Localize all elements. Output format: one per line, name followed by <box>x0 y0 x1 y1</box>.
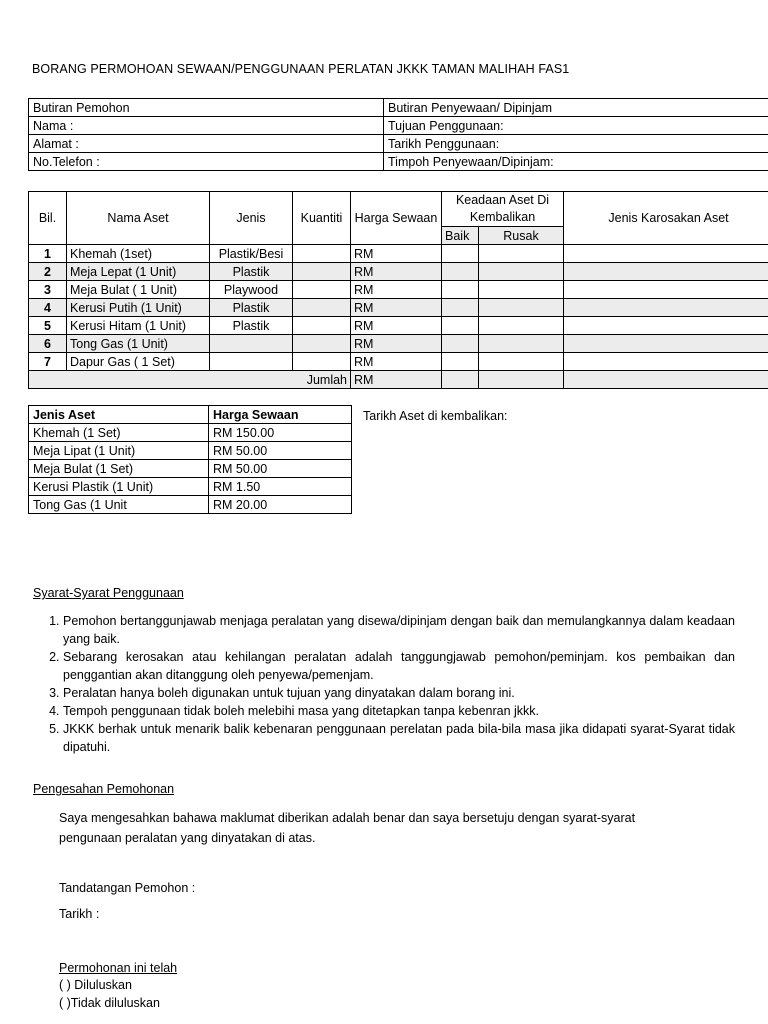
applicant-header-cell: Butiran Pemohon <box>29 99 384 117</box>
list-item: 2. Sebarang kerosakan atau kehilangan peralatan adalah tanggungjawab pemohon/peminjam. kos pembaikan dan penggantian akan ditanggung oleh penyewa/pemenjam. <box>63 648 735 684</box>
row-price-cell[interactable]: RM <box>351 263 442 281</box>
table-header-row <box>29 192 768 227</box>
row-asset-type: Plastik/Besi <box>210 245 293 263</box>
price-list-table <box>28 405 352 514</box>
rental-header-cell: Butiran Penyewaan/ Dipinjam <box>384 99 768 117</box>
confirmation-heading: Pengesahan Pemohonan <box>33 782 175 796</box>
row-damage-type-cell[interactable] <box>564 263 768 281</box>
row-damaged-cell[interactable] <box>479 353 564 371</box>
table-header-row <box>29 406 352 424</box>
row-no: 4 <box>29 299 67 317</box>
price-col-header-asset: Jenis Aset <box>29 406 209 424</box>
row-price-cell[interactable]: RM <box>351 299 442 317</box>
table-row <box>29 299 768 317</box>
table-row <box>29 335 768 353</box>
row-damaged-cell[interactable] <box>479 281 564 299</box>
list-item: 1. Pemohon bertanggunjawab menjaga peralatan yang disewa/dipinjam dengan baik dan memulangkannya dalam keadaan yang baik. <box>63 612 735 648</box>
col-header-damaged: Rusak <box>479 227 564 245</box>
row-good-cell[interactable] <box>442 335 479 353</box>
row-good-cell[interactable] <box>442 263 479 281</box>
total-good-cell <box>442 371 479 389</box>
row-no: 5 <box>29 317 67 335</box>
terms-heading: Syarat-Syarat Penggunaan <box>33 586 184 600</box>
price-value: RM 50.00 <box>209 442 352 460</box>
row-no: 3 <box>29 281 67 299</box>
row-damage-type-cell[interactable] <box>564 245 768 263</box>
applicant-details-table <box>28 98 768 171</box>
table-row <box>29 442 352 460</box>
row-damage-type-cell[interactable] <box>564 317 768 335</box>
row-no: 2 <box>29 263 67 281</box>
row-asset-type: Plastik <box>210 317 293 335</box>
row-qty-cell[interactable] <box>293 245 351 263</box>
row-damaged-cell[interactable] <box>479 335 564 353</box>
row-no: 6 <box>29 335 67 353</box>
list-item: 3. Peralatan hanya boleh digunakan untuk tujuan yang dinyatakan dalam borang ini. <box>63 684 735 702</box>
table-row <box>29 99 768 117</box>
table-row <box>29 135 768 153</box>
price-value: RM 1.50 <box>209 478 352 496</box>
address-field[interactable]: Alamat : <box>29 135 384 153</box>
row-asset-name: Dapur Gas ( 1 Set) <box>67 353 210 371</box>
row-damage-type-cell[interactable] <box>564 281 768 299</box>
table-row <box>29 317 768 335</box>
usage-date-field[interactable]: Tarikh Penggunaan: <box>384 135 768 153</box>
row-asset-name: Tong Gas (1 Unit) <box>67 335 210 353</box>
name-field[interactable]: Nama : <box>29 117 384 135</box>
row-asset-name: Khemah (1set) <box>67 245 210 263</box>
col-header-good: Baik <box>442 227 479 245</box>
row-asset-name: Kerusi Putih (1 Unit) <box>67 299 210 317</box>
purpose-field[interactable]: Tujuan Penggunaan: <box>384 117 768 135</box>
total-label: Jumlah <box>29 371 351 389</box>
price-value: RM 150.00 <box>209 424 352 442</box>
row-qty-cell[interactable] <box>293 317 351 335</box>
row-qty-cell[interactable] <box>293 353 351 371</box>
list-item: 4. Tempoh penggunaan tidak boleh melebihi masa yang ditetapkan tanpa kebenran jkkk. <box>63 702 735 720</box>
table-row <box>29 353 768 371</box>
price-value: RM 20.00 <box>209 496 352 514</box>
price-value: RM 50.00 <box>209 460 352 478</box>
row-asset-name: Kerusi Hitam (1 Unit) <box>67 317 210 335</box>
col-header-price: Harga Sewaan <box>351 192 442 245</box>
total-row <box>29 371 768 389</box>
status-heading: Permohonan ini telah <box>59 961 178 975</box>
row-damaged-cell[interactable] <box>479 245 564 263</box>
table-row <box>29 281 768 299</box>
row-good-cell[interactable] <box>442 245 479 263</box>
price-asset-name: Kerusi Plastik (1 Unit) <box>29 478 209 496</box>
confirmation-text: Saya mengesahkan bahawa maklumat diberikan adalah benar dan saya bersetuju dengan syarat-syarat pengunaan peralatan yang dinyatakan di atas. <box>59 811 636 845</box>
row-asset-type[interactable] <box>210 353 293 371</box>
total-value-cell[interactable]: RM <box>351 371 442 389</box>
row-qty-cell[interactable] <box>293 281 351 299</box>
price-asset-name: Meja Bulat (1 Set) <box>29 460 209 478</box>
row-qty-cell[interactable] <box>293 263 351 281</box>
signature-field[interactable]: Tandatangan Pemohon : <box>59 881 196 895</box>
price-col-header-price: Harga Sewaan <box>209 406 352 424</box>
row-damage-type-cell[interactable] <box>564 335 768 353</box>
list-item: 5. JKKK berhak untuk menarik balik kebenaran penggunaan perelatan pada bila-bila masa jika didapati syarat-Syarat tidak dipatuhi. <box>63 720 735 756</box>
phone-field[interactable]: No.Telefon : <box>29 153 384 171</box>
col-header-damage-type: Jenis Karosakan Aset <box>564 192 768 245</box>
row-price-cell[interactable]: RM <box>351 353 442 371</box>
row-price-cell[interactable]: RM <box>351 245 442 263</box>
row-no: 1 <box>29 245 67 263</box>
row-asset-type[interactable] <box>210 335 293 353</box>
form-title: BORANG PERMOHOAN SEWAAN/PENGGUNAAN PERLATAN JKKK TAMAN MALIHAH FAS1 <box>32 62 570 76</box>
table-row <box>29 496 352 514</box>
col-header-name: Nama Aset <box>67 192 210 245</box>
row-asset-name: Meja Lepat (1 Unit) <box>67 263 210 281</box>
rejected-checkbox[interactable]: ( )Tidak diluluskan <box>59 996 160 1010</box>
row-damage-type-cell[interactable] <box>564 353 768 371</box>
row-price-cell[interactable]: RM <box>351 317 442 335</box>
row-damage-type-cell[interactable] <box>564 299 768 317</box>
row-asset-name: Meja Bulat ( 1 Unit) <box>67 281 210 299</box>
row-damaged-cell[interactable] <box>479 263 564 281</box>
row-no: 7 <box>29 353 67 371</box>
col-header-condition: Keadaan Aset Di Kembalikan <box>442 192 564 227</box>
row-price-cell[interactable]: RM <box>351 281 442 299</box>
table-row <box>29 424 352 442</box>
row-damaged-cell[interactable] <box>479 299 564 317</box>
col-header-no: Bil. <box>29 192 67 245</box>
row-qty-cell[interactable] <box>293 335 351 353</box>
row-good-cell[interactable] <box>442 353 479 371</box>
approved-checkbox[interactable]: ( ) Diluluskan <box>59 978 132 992</box>
row-good-cell[interactable] <box>442 317 479 335</box>
table-row <box>29 478 352 496</box>
row-price-cell[interactable]: RM <box>351 335 442 353</box>
total-damaged-cell <box>479 371 564 389</box>
row-good-cell[interactable] <box>442 299 479 317</box>
row-asset-type: Playwood <box>210 281 293 299</box>
col-header-type: Jenis <box>210 192 293 245</box>
table-row <box>29 245 768 263</box>
row-good-cell[interactable] <box>442 281 479 299</box>
return-date-field[interactable]: Tarikh Aset di kembalikan: <box>363 409 508 423</box>
table-row <box>29 460 352 478</box>
row-asset-type: Plastik <box>210 263 293 281</box>
row-asset-type: Plastik <box>210 299 293 317</box>
row-damaged-cell[interactable] <box>479 317 564 335</box>
rental-period-field[interactable]: Timpoh Penyewaan/Dipinjam: <box>384 153 768 171</box>
price-asset-name: Khemah (1 Set) <box>29 424 209 442</box>
total-damage-type-cell <box>564 371 768 389</box>
table-row <box>29 263 768 281</box>
date-field[interactable]: Tarikh : <box>59 907 100 921</box>
terms-list <box>33 612 735 756</box>
col-header-qty: Kuantiti <box>293 192 351 245</box>
price-asset-name: Tong Gas (1 Unit <box>29 496 209 514</box>
table-row <box>29 117 768 135</box>
row-qty-cell[interactable] <box>293 299 351 317</box>
price-asset-name: Meja Lipat (1 Unit) <box>29 442 209 460</box>
table-row <box>29 153 768 171</box>
asset-table <box>28 191 768 389</box>
